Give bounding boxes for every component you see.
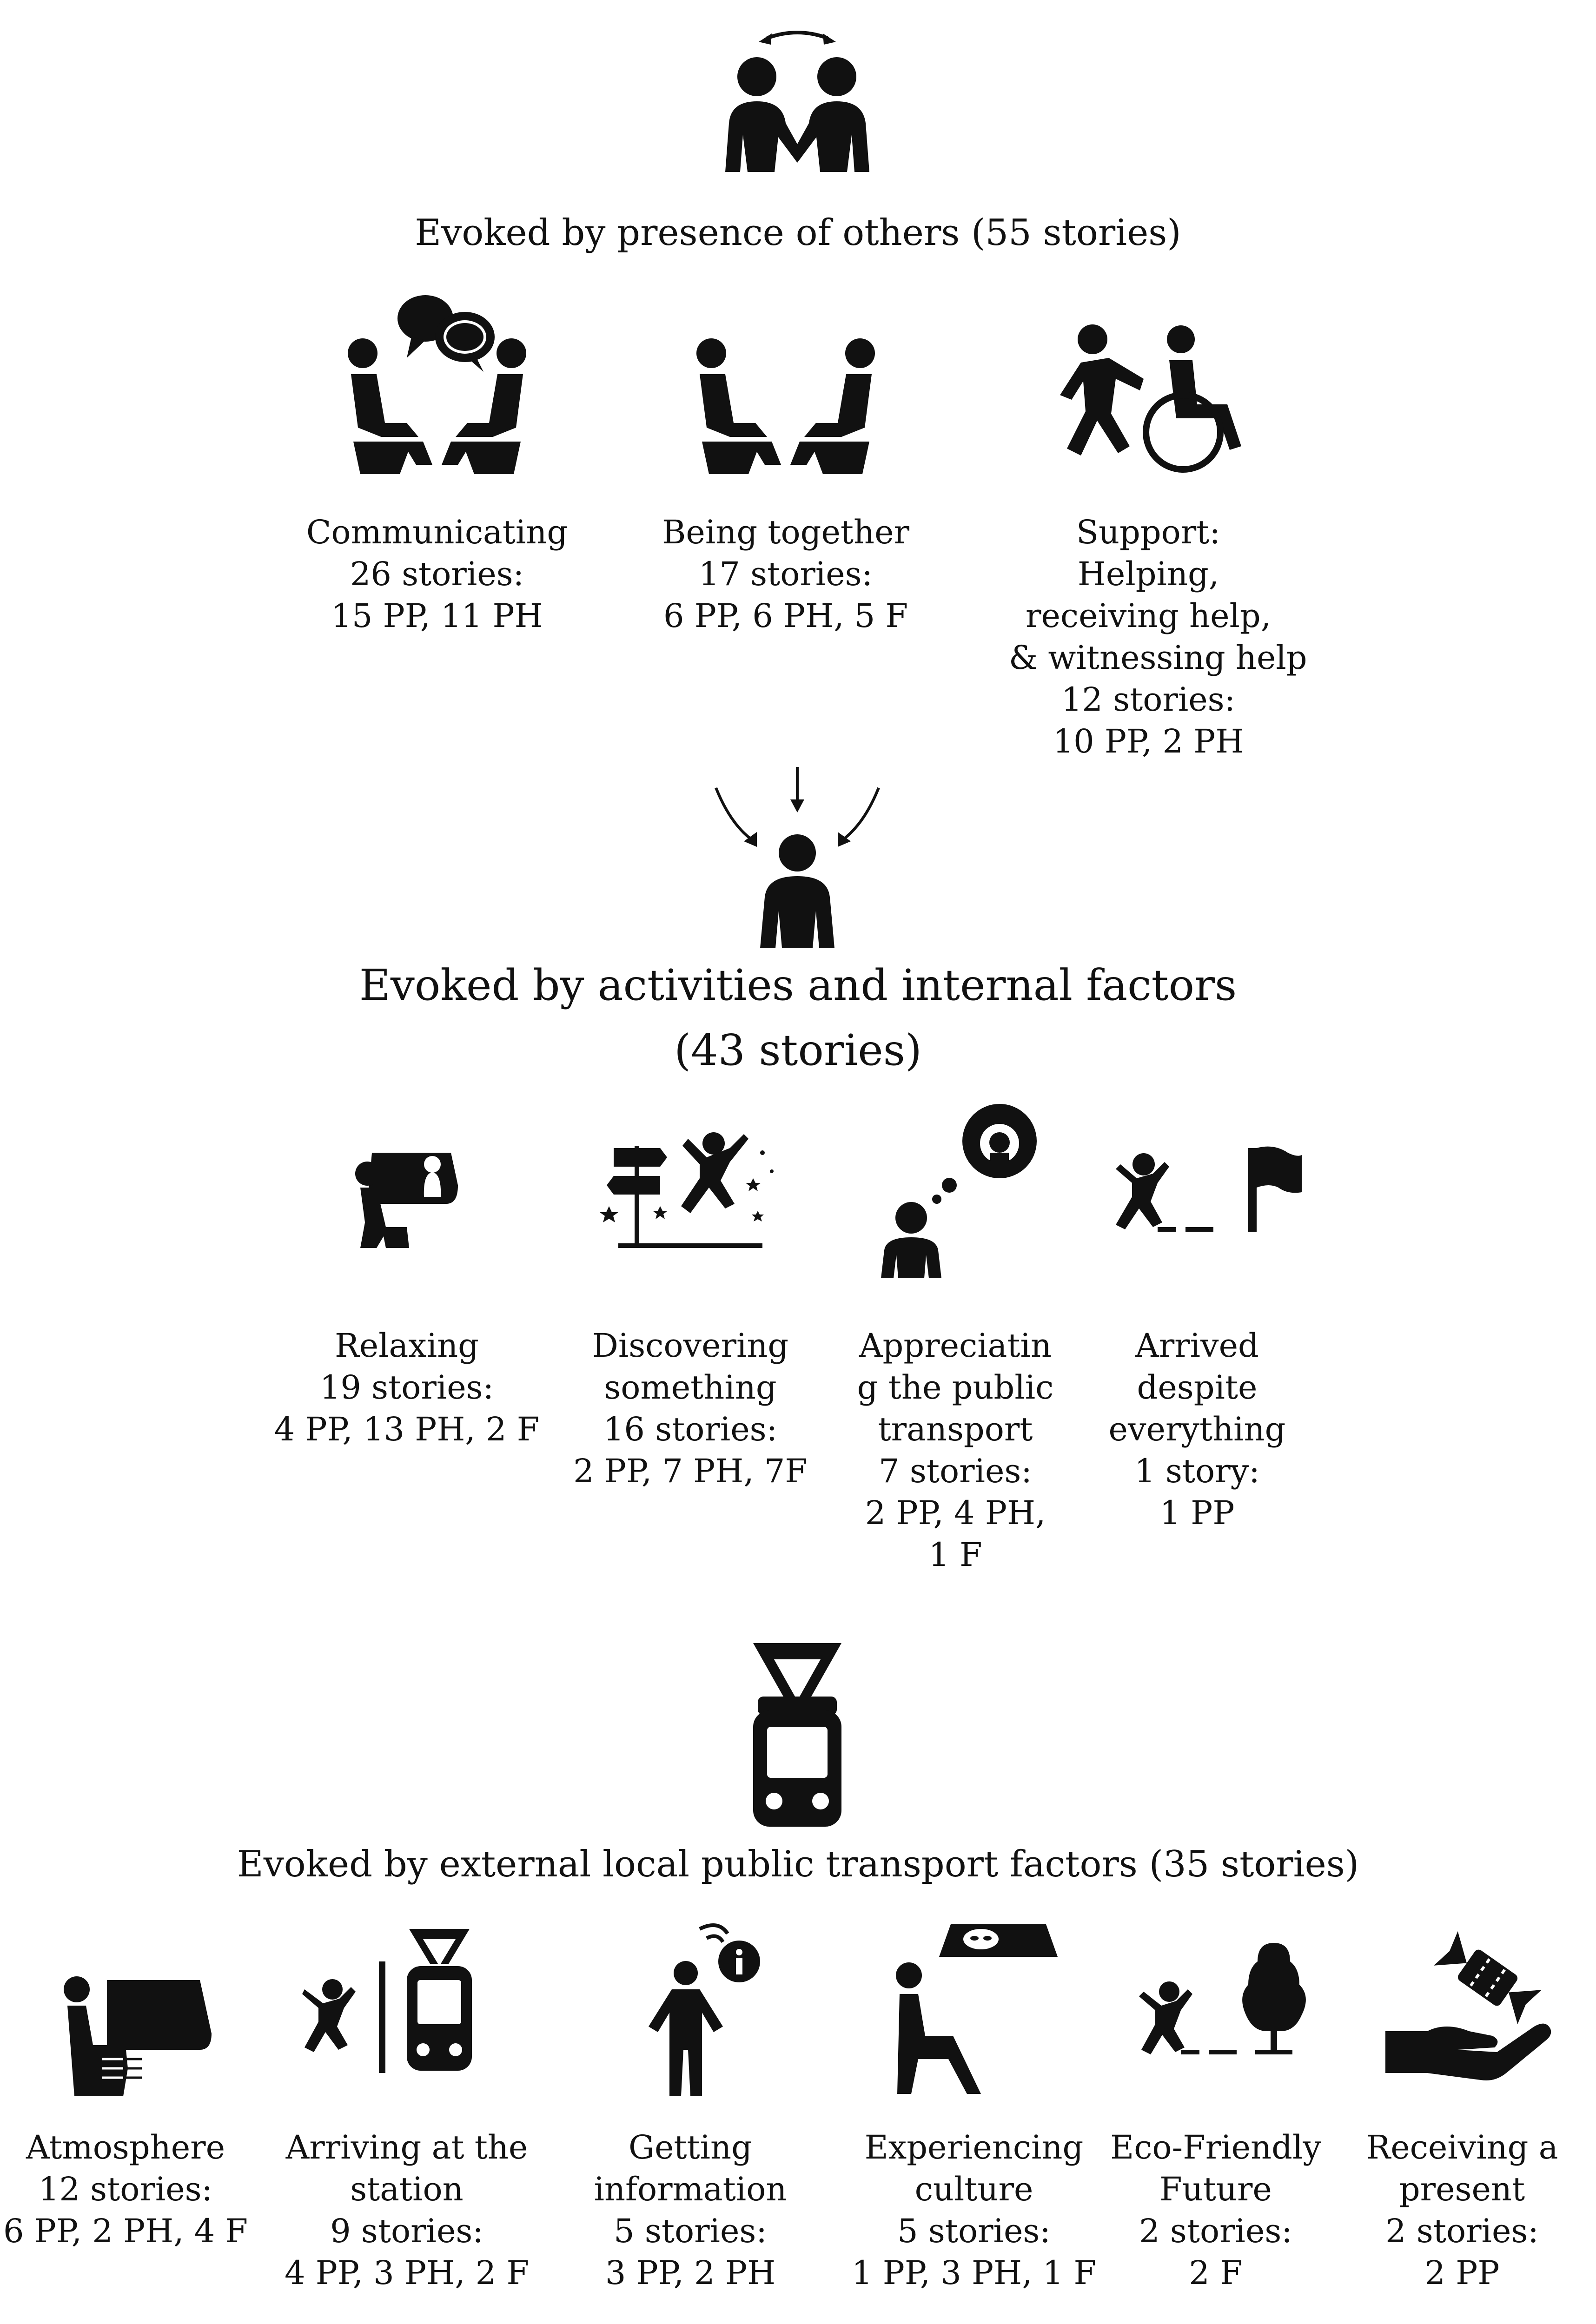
item-getting-information: Getting information 5 stories: 3 PP, 2 PH <box>594 2128 787 2292</box>
section-heading-presence: Evoked by presence of others (55 stories) <box>415 212 1181 254</box>
person-arrows-icon <box>697 762 897 957</box>
appreciating-icon <box>846 1088 1065 1306</box>
communicating-icon <box>325 279 549 493</box>
section-heading-activities: Evoked by activities and internal factors (43 stories) <box>359 960 1237 1075</box>
item-receiving-present: Receiving a present 2 stories: 2 PP <box>1366 2128 1558 2292</box>
being-together-icon <box>674 279 897 493</box>
support-wheelchair-icon <box>1037 279 1260 493</box>
relaxing-icon <box>298 1088 516 1306</box>
item-experiencing-culture: Experiencing culture 5 stories: 1 PP, 3 PH, 1 F <box>851 2128 1097 2292</box>
item-atmosphere: Atmosphere 12 stories: 6 PP, 2 PH, 4 F <box>3 2128 248 2250</box>
getting-information-icon <box>588 1910 788 2110</box>
item-support: Support: Helping, receiving help, & witnessing help 12 stories: 10 PP, 2 PH <box>1009 513 1307 760</box>
item-appreciating: Appreciatin g the public transport 7 stories: 2 PP, 4 PH, 1 F <box>857 1327 1054 1574</box>
tram-icon <box>688 1636 907 1836</box>
item-eco-friendly: Eco-Friendly Future 2 stories: 2 F <box>1110 2128 1321 2292</box>
two-people-icon <box>697 23 897 181</box>
atmosphere-icon <box>42 1910 242 2110</box>
item-discovering: Discovering something 16 stories: 2 PP, 7 PH, 7F <box>573 1327 808 1490</box>
arrived-flag-icon <box>1093 1088 1311 1306</box>
item-arriving-station: Arriving at the station 9 stories: 4 PP, 3 PH, 2 F <box>284 2128 530 2292</box>
discovering-icon <box>581 1088 800 1306</box>
item-communicating: Communicating 26 stories: 15 PP, 11 PH <box>306 513 568 635</box>
section-heading-external: Evoked by external local public transport factors (35 stories) <box>237 1843 1359 1885</box>
item-being-together: Being together 17 stories: 6 PP, 6 PH, 5 F <box>662 513 909 635</box>
item-arrived: Arrived despite everything 1 story: 1 PP <box>1108 1327 1286 1532</box>
item-relaxing: Relaxing 19 stories: 4 PP, 13 PH, 2 F <box>274 1327 540 1448</box>
experiencing-culture-icon <box>874 1910 1074 2110</box>
receiving-present-icon <box>1376 1910 1576 2110</box>
arriving-station-icon <box>293 1910 493 2110</box>
eco-friendly-icon <box>1116 1910 1316 2110</box>
